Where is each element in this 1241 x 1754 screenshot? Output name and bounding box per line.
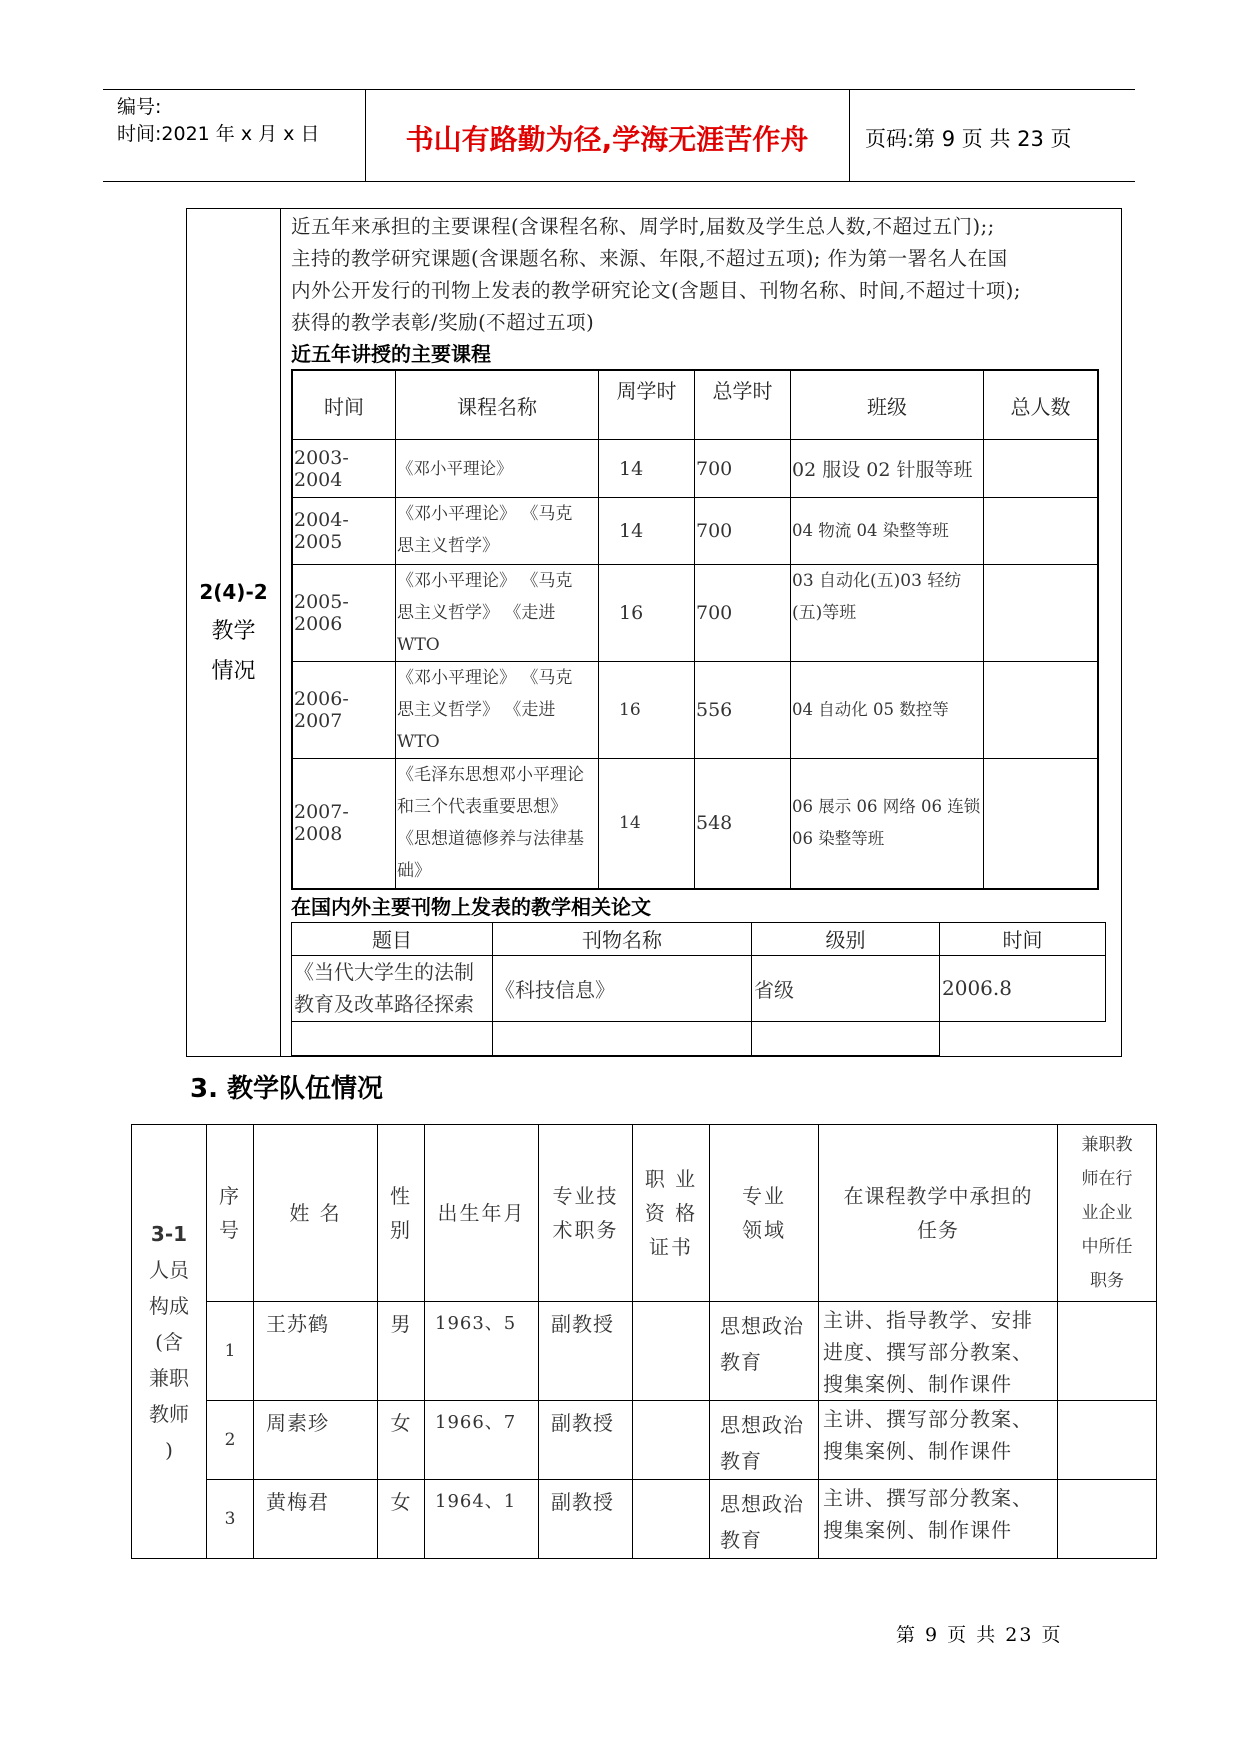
- header-line: 职 业: [644, 1167, 698, 1191]
- header-line: 在课程教学中承担的: [843, 1184, 1033, 1208]
- col-header-birth: 出生年月: [425, 1125, 539, 1302]
- header-bottom-rule: [103, 181, 1135, 182]
- section-title-line: 情况: [211, 659, 256, 685]
- team-label-line: 教师: [149, 1401, 189, 1426]
- section-3-heading: 3. 教学队伍情况: [190, 1074, 384, 1104]
- paper-time: 2006.8: [940, 955, 1106, 1021]
- course-name-line: 和三个代表重要思想》: [397, 797, 567, 817]
- section-code: 2(4)-2: [199, 580, 268, 605]
- course-name-line: 《思想道德修养与法律基: [397, 829, 584, 849]
- courses-header-row: [292, 370, 1098, 440]
- course-class: [791, 440, 984, 498]
- course-name: [396, 440, 599, 498]
- team-label-line: 人员: [149, 1257, 189, 1282]
- doc-number-label: 编号:: [117, 96, 162, 118]
- course-class-line: 06 展示 06 网络 06 连锁: [792, 797, 981, 817]
- member-task: [819, 1401, 1058, 1480]
- course-class: [791, 662, 984, 759]
- course-name-line: 《毛泽东思想邓小平理论: [397, 765, 584, 785]
- col-header-paper-time: 时间: [940, 922, 1106, 955]
- course-class-line: (五)等班: [792, 603, 857, 623]
- team-label-line: (含: [155, 1329, 183, 1354]
- course-total: 556: [695, 662, 791, 759]
- course-total: 700: [695, 498, 791, 565]
- team-section-label: [132, 1125, 207, 1559]
- header-line: 任务: [917, 1218, 959, 1242]
- member-birth: 1966、7: [425, 1401, 539, 1480]
- member-parttime: [1058, 1302, 1157, 1401]
- header-line: 专业: [742, 1184, 786, 1208]
- courses-table: [291, 369, 1099, 890]
- field-line: 教育: [720, 1350, 762, 1374]
- team-table: [131, 1124, 1157, 1559]
- member-parttime: [1058, 1480, 1157, 1559]
- course-count: [984, 662, 1099, 759]
- header-line: 领域: [742, 1218, 786, 1242]
- intro-line: 获得的教学表彰/奖励(不超过五项): [291, 311, 595, 334]
- col-header-task: [819, 1125, 1058, 1302]
- member-birth: 1963、5: [425, 1302, 539, 1401]
- team-label-line: 构成: [149, 1293, 189, 1318]
- intro-text: [281, 209, 1121, 339]
- paper-title: [292, 955, 493, 1021]
- course-name-line: 思主义哲学》 《走进WTO: [397, 603, 556, 655]
- course-class: [791, 759, 984, 889]
- col-header-gender: [378, 1125, 425, 1302]
- course-weekly: 14: [599, 759, 695, 889]
- task-line: 进度、撰写部分教案、: [823, 1340, 1033, 1364]
- team-section-code: 3-1: [150, 1221, 188, 1246]
- task-line: 搜集案例、制作课件: [823, 1439, 1012, 1463]
- course-count: [984, 498, 1099, 565]
- paper-level: 省级: [752, 955, 940, 1021]
- header-line: 序: [219, 1184, 241, 1208]
- header-line: 中所任: [1081, 1237, 1133, 1257]
- intro-line: 主持的教学研究课题(含课题名称、来源、年限,不超过五项); 作为第一署名人在国: [291, 247, 1008, 270]
- task-line: 搜集案例、制作课件: [823, 1518, 1012, 1542]
- team-label-line: ): [165, 1437, 173, 1462]
- task-line: 搜集案例、制作课件: [823, 1372, 1012, 1396]
- paper-row-empty: [292, 1021, 1106, 1055]
- field-line: 思想政治: [720, 1314, 804, 1338]
- section-content: [281, 209, 1122, 1057]
- member-name: 黄梅君: [254, 1480, 378, 1559]
- course-class-line: 06 染整等班: [792, 829, 885, 849]
- header-divider-right: [849, 89, 850, 181]
- paper-journal: 《科技信息》: [493, 955, 752, 1021]
- member-seq: 1: [207, 1302, 254, 1401]
- task-line: 主讲、撰写部分教案、: [823, 1407, 1033, 1431]
- header-line: 兼职教: [1081, 1135, 1133, 1155]
- member-field: [710, 1302, 819, 1401]
- member-name: 王苏鹤: [254, 1302, 378, 1401]
- paper-cell-empty: [493, 1021, 752, 1055]
- course-name-line: 础》: [397, 861, 431, 881]
- header-top-rule: [103, 89, 1135, 90]
- course-weekly: 14: [599, 498, 695, 565]
- member-gender: 女: [378, 1480, 425, 1559]
- course-time: 2006-2007: [292, 662, 396, 759]
- header-line: 号: [219, 1218, 241, 1242]
- paper-cell-empty: [752, 1021, 940, 1055]
- col-header-seq: [207, 1125, 254, 1302]
- member-gender: 女: [378, 1401, 425, 1480]
- course-row: [292, 440, 1098, 498]
- member-field: [710, 1480, 819, 1559]
- section-label: [187, 209, 281, 1057]
- course-weekly: 14: [599, 440, 695, 498]
- papers-header-row: [292, 922, 1106, 955]
- papers-title: 在国内外主要刊物上发表的教学相关论文: [291, 894, 651, 919]
- col-header-class: 班级: [791, 370, 984, 440]
- team-label-line: 兼职: [149, 1365, 189, 1390]
- course-row: [292, 662, 1098, 759]
- header-line: 业企业: [1081, 1203, 1133, 1223]
- team-row: [132, 1401, 1157, 1480]
- course-class-line: 02 服设 02 针服等班: [792, 459, 973, 481]
- course-weekly: 16: [599, 565, 695, 662]
- course-time: 2003-2004: [292, 440, 396, 498]
- header-motto: 书山有路勤为径,学海无涯苦作舟: [405, 123, 809, 156]
- course-class-line: 04 自动化 05 数控等: [792, 700, 949, 719]
- field-line: 教育: [720, 1528, 762, 1552]
- header-page-number: 页码:第 9 页 共 23 页: [865, 127, 1072, 151]
- col-header-field: [710, 1125, 819, 1302]
- header-line: 师在行: [1081, 1169, 1133, 1189]
- course-class-line: 04 物流 04 染整等班: [792, 521, 949, 540]
- course-class: [791, 565, 984, 662]
- course-name-line: 思主义哲学》: [397, 536, 499, 556]
- course-name: [396, 565, 599, 662]
- member-birth: 1964、1: [425, 1480, 539, 1559]
- header-line: 别: [390, 1218, 412, 1242]
- field-line: 教育: [720, 1449, 762, 1473]
- col-header-title: [539, 1125, 633, 1302]
- header-line: 术职务: [552, 1218, 619, 1242]
- col-header-level: 级别: [752, 922, 940, 955]
- paper-cell-empty: [940, 1021, 1106, 1055]
- course-class: [791, 498, 984, 565]
- col-header-weekly-hours: 周学时: [599, 370, 695, 440]
- course-weekly: 16: [599, 662, 695, 759]
- team-row: [132, 1302, 1157, 1401]
- member-title: 副教授: [539, 1480, 633, 1559]
- paper-title-line: 《当代大学生的法制: [294, 960, 474, 984]
- member-cert: [633, 1302, 710, 1401]
- course-time: 2007-2008: [292, 759, 396, 889]
- course-count: [984, 440, 1099, 498]
- member-parttime: [1058, 1401, 1157, 1480]
- course-total: 700: [695, 565, 791, 662]
- header-line: 职务: [1090, 1271, 1124, 1291]
- course-time: 2005-2006: [292, 565, 396, 662]
- task-line: 主讲、撰写部分教案、: [823, 1486, 1033, 1510]
- header-line: 资 格: [644, 1201, 698, 1225]
- course-total: 548: [695, 759, 791, 889]
- course-name: [396, 498, 599, 565]
- col-header-student-count: 总人数: [984, 370, 1099, 440]
- course-time: 2004-2005: [292, 498, 396, 565]
- team-header-row: [132, 1125, 1157, 1302]
- intro-line: 内外公开发行的刊物上发表的教学研究论文(含题目、刊物名称、时间,不超过十项);: [291, 279, 1021, 302]
- member-task: [819, 1302, 1058, 1401]
- course-count: [984, 565, 1099, 662]
- col-header-course-name: 课程名称: [396, 370, 599, 440]
- course-row: [292, 498, 1098, 565]
- col-header-cert: [633, 1125, 710, 1302]
- course-name-line: 《邓小平理论》: [397, 458, 513, 478]
- course-name-line: 思主义哲学》 《走进WTO: [397, 700, 556, 752]
- paper-row: [292, 955, 1106, 1021]
- member-name: 周素珍: [254, 1401, 378, 1480]
- course-name: [396, 759, 599, 889]
- member-title: 副教授: [539, 1302, 633, 1401]
- col-header-time: 时间: [292, 370, 396, 440]
- member-gender: 男: [378, 1302, 425, 1401]
- header-line: 性: [390, 1184, 412, 1208]
- intro-line: 近五年来承担的主要课程(含课程名称、周学时,届数及学生总人数,不超过五门);;: [291, 215, 995, 238]
- field-line: 思想政治: [720, 1492, 804, 1516]
- member-title: 副教授: [539, 1401, 633, 1480]
- course-total: 700: [695, 440, 791, 498]
- course-name-line: 《邓小平理论》 《马克: [397, 504, 573, 524]
- paper-cell-empty: [292, 1021, 493, 1055]
- section-title-line: 教学: [211, 619, 256, 645]
- member-field: [710, 1401, 819, 1480]
- course-class-line: 03 自动化(五)03 轻纺: [792, 571, 962, 591]
- teaching-situation-table: [186, 208, 1122, 1057]
- course-count: [984, 759, 1099, 889]
- task-line: 主讲、指导教学、安排: [823, 1308, 1033, 1332]
- course-row: [292, 565, 1098, 662]
- paper-title-line: 教育及改革路径探索: [294, 992, 474, 1016]
- course-name-line: 《邓小平理论》 《马克: [397, 571, 573, 591]
- field-line: 思想政治: [720, 1413, 804, 1437]
- member-seq: 2: [207, 1401, 254, 1480]
- courses-title: 近五年讲授的主要课程: [291, 342, 491, 366]
- team-row: [132, 1480, 1157, 1559]
- col-header-journal: 刊物名称: [493, 922, 752, 955]
- page-footer: 第 9 页 共 23 页: [896, 1624, 1063, 1646]
- member-task: [819, 1480, 1058, 1559]
- course-row: [292, 759, 1098, 889]
- col-header-parttime: [1058, 1125, 1157, 1302]
- course-name: [396, 662, 599, 759]
- papers-table: [291, 922, 1106, 1056]
- doc-time-label: 时间:2021 年 x 月 x 日: [117, 123, 320, 145]
- col-header-total-hours: 总学时: [695, 370, 791, 440]
- member-cert: [633, 1401, 710, 1480]
- member-cert: [633, 1480, 710, 1559]
- header-line: 专业技: [552, 1184, 619, 1208]
- col-header-name: 姓 名: [254, 1125, 378, 1302]
- member-seq: 3: [207, 1480, 254, 1559]
- course-name-line: 《邓小平理论》 《马克: [397, 668, 573, 688]
- header-line: 证书: [649, 1235, 693, 1259]
- col-header-paper-title: 题目: [292, 922, 493, 955]
